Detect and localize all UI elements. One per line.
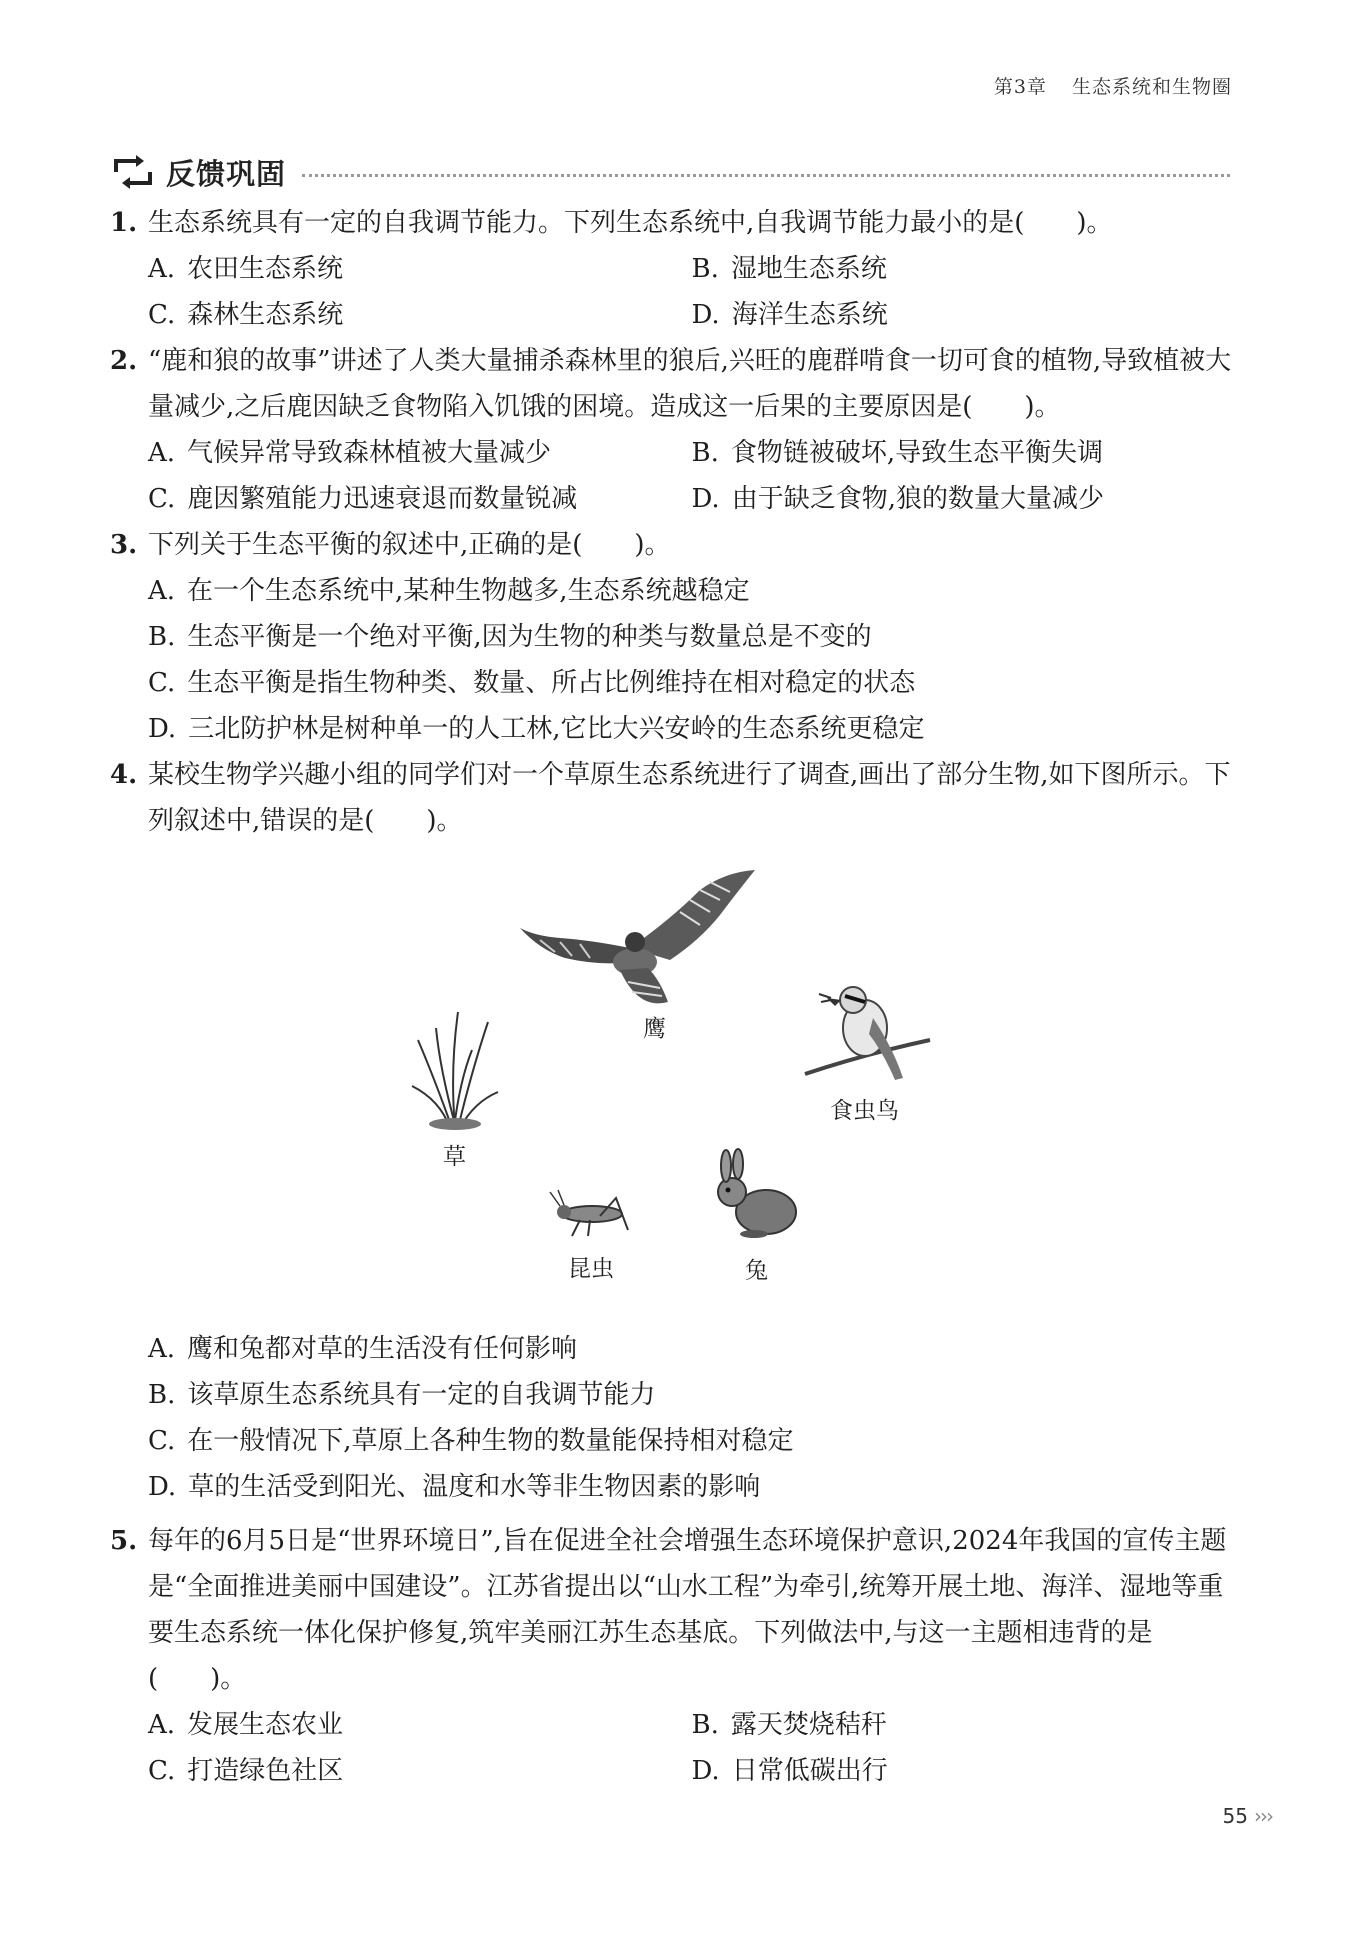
option-d: D. 海洋生态系统 [691,300,888,330]
question-stem: “鹿和狼的故事”讲述了人类大量捕杀森林里的狼后,兴旺的鹿群啃食一切可食的植物,导致植被大量减少,之后鹿因缺乏食物陷入饥饿的困境。造成这一后果的主要原因是( )。 [148,346,1232,422]
option-b: B. 食物链被破坏,导致生态平衡失调 [691,438,1104,468]
chapter-number: 第3章 [993,76,1047,98]
bird-illustration [805,978,935,1088]
page-footer [1223,1804,1272,1828]
question-4 [110,752,1235,844]
option-c: C. 森林生态系统 [148,300,344,330]
option-b: B. 湿地生态系统 [691,254,887,284]
bird-label: 食虫鸟 [830,1098,899,1124]
option-c: C. 在一般情况下,草原上各种生物的数量能保持相对稳定 [148,1426,794,1456]
option-d: D. 三北防护林是树种单一的人工林,它比大兴安岭的生态系统更稳定 [148,714,925,744]
eagle-label: 鹰 [643,1016,666,1042]
eagle-illustration [520,870,760,1020]
option-c: C. 生态平衡是指生物种类、数量、所占比例维持在相对稳定的状态 [148,668,916,698]
question-4-options [110,1326,1235,1510]
question-5 [110,1518,1235,1794]
question-number: 4. [110,760,138,790]
option-b: B. 生态平衡是一个绝对平衡,因为生物的种类与数量总是不变的 [148,622,872,652]
option-b: B. 该草原生态系统具有一定的自我调节能力 [148,1380,656,1410]
page-number: 55 [1222,1804,1248,1828]
grass-label: 草 [443,1144,466,1170]
question-stem: 某校生物学兴趣小组的同学们对一个草原生态系统进行了调查,画出了部分生物,如下图所示。下列叙述中,错误的是( )。 [148,760,1231,836]
question-2 [110,338,1235,522]
ecosystem-figure [400,860,960,1290]
page-header [994,72,1232,99]
option-d: D. 日常低碳出行 [691,1756,888,1786]
option-c: C. 打造绿色社区 [148,1756,344,1786]
rabbit-label: 兔 [745,1258,768,1284]
option-d: D. 草的生活受到阳光、温度和水等非生物因素的影响 [148,1472,761,1502]
question-number: 3. [110,530,138,560]
option-a: A. 鹰和兔都对草的生活没有任何影响 [148,1334,578,1364]
question-stem: 生态系统具有一定的自我调节能力。下列生态系统中,自我调节能力最小的是( )。 [148,208,1113,238]
option-d: D. 由于缺乏食物,狼的数量大量减少 [691,484,1104,514]
chevron-right-icon: ››› [1254,1804,1272,1828]
option-a: A. 发展生态农业 [148,1710,344,1740]
dotted-divider [302,174,1230,177]
option-a: A. 农田生态系统 [148,254,344,284]
insect-label: 昆虫 [568,1256,614,1282]
question-number: 5. [110,1526,138,1556]
refresh-icon [110,152,156,192]
question-1 [110,200,1235,338]
rabbit-illustration [710,1150,800,1240]
question-stem: 每年的6月5日是“世界环境日”,旨在促进全社会增强生态环境保护意识,2024年我国的宣传主题是“全面推进美丽中国建设”。江苏省提出以“山水工程”为牵引,统筹开展土地、海洋、湿地等重要生态系统一体化保护修复,筑牢美丽江苏生态基底。下列做法中,与这一主题相违背的是( )。 [148,1526,1227,1694]
section-heading [110,150,1230,194]
question-stem: 下列关于生态平衡的叙述中,正确的是( )。 [148,530,671,560]
option-c: C. 鹿因繁殖能力迅速衰退而数量锐减 [148,484,578,514]
question-3 [110,522,1235,752]
option-a: A. 在一个生态系统中,某种生物越多,生态系统越稳定 [148,576,750,606]
option-a: A. 气候异常导致森林植被大量减少 [148,438,552,468]
grasshopper-illustration [550,1190,630,1240]
chapter-title: 生态系统和生物圈 [1071,76,1232,98]
question-number: 2. [110,346,138,376]
grass-illustration [410,1010,500,1130]
option-b: B. 露天焚烧秸秆 [691,1710,887,1740]
section-title: 反馈巩固 [166,156,287,191]
question-number: 1. [110,208,138,238]
